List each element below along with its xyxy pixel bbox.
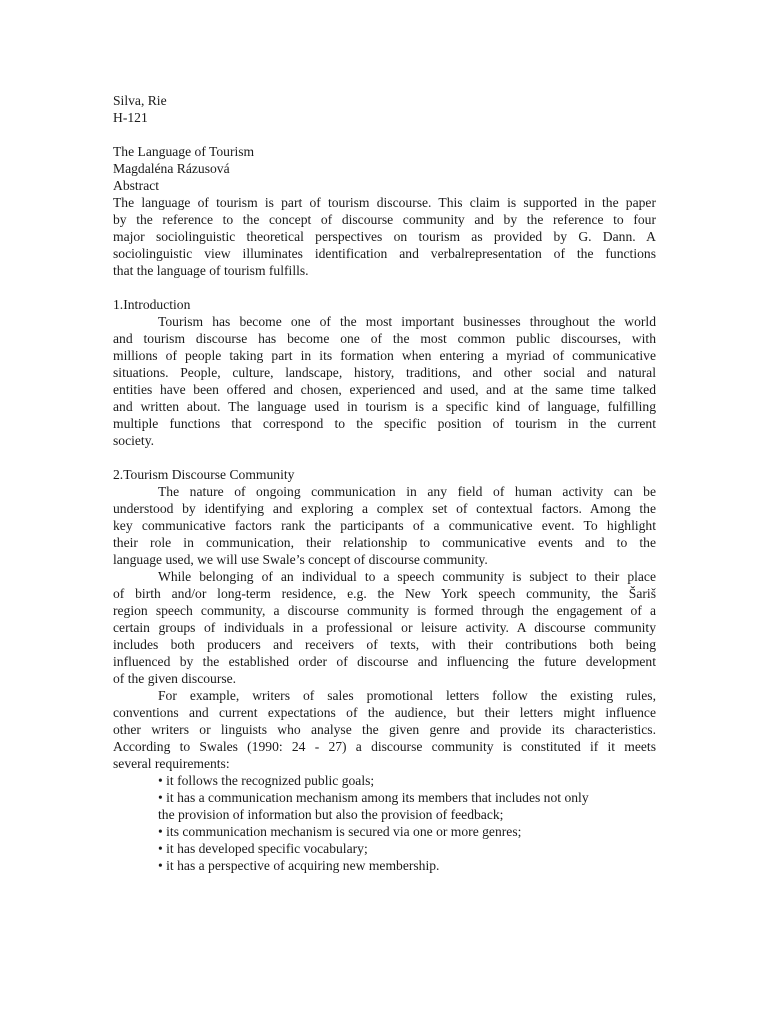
requirements-list — [113, 772, 656, 874]
list-item: • it follows the recognized public goals; — [158, 773, 375, 788]
list-item-continuation: the provision of information but also the provision of feedback; — [158, 807, 504, 822]
intro-line: situations. People, culture, landscape, history, traditions, and other social and natural — [113, 365, 656, 380]
spacer — [113, 449, 656, 466]
document-page — [113, 92, 656, 874]
abstract-heading: Abstract — [113, 178, 160, 193]
paragraph-line: region speech community, a discourse community is formed through the engagement of a — [113, 603, 656, 618]
section-heading-discourse-community: 2.Tourism Discourse Community — [113, 467, 295, 482]
spacer — [113, 279, 656, 296]
discourse-paragraph-2 — [113, 568, 656, 687]
paragraph-line: key communicative factors rank the participants of a communicative event. To highlight — [113, 518, 656, 533]
list-item: • it has a perspective of acquiring new membership. — [158, 858, 440, 873]
paragraph-line: of birth and/or long-term residence, e.g. the New York speech community, the Šariš — [113, 586, 656, 601]
spacer — [113, 126, 656, 143]
introduction-paragraph — [113, 313, 656, 449]
article-author: Magdaléna Rázusová — [113, 161, 230, 176]
paragraph-line: conventions and current expectations of the audience, but their letters might influence — [113, 705, 656, 720]
intro-line: and tourism discourse has become one of the most common public discourses, with — [113, 331, 656, 346]
paragraph-line: While belonging of an individual to a speech community is subject to their place — [158, 569, 656, 584]
paragraph-line: several requirements: — [113, 756, 230, 771]
paragraph-line: For example, writers of sales promotional letters follow the existing rules, — [158, 688, 656, 703]
paragraph-line: other writers or linguists who analyse the given genre and provide its characteristics. — [113, 722, 656, 737]
abstract-line: The language of tourism is part of tourism discourse. This claim is supported in the paper — [113, 195, 656, 210]
paragraph-line: The nature of ongoing communication in any field of human activity can be — [158, 484, 656, 499]
intro-line: society. — [113, 433, 155, 448]
abstract-line: major sociolinguistic theoretical perspectives on tourism as provided by G. Dann. A — [113, 229, 656, 244]
list-item: • it has developed specific vocabulary; — [158, 841, 368, 856]
abstract-line: sociolinguistic view illuminates identification and verbalrepresentation of the functions — [113, 246, 656, 261]
paragraph-line: of the given discourse. — [113, 671, 237, 686]
intro-line: multiple functions that correspond to the specific position of tourism in the current — [113, 416, 656, 431]
paragraph-line: language used, we will use Swale’s concept of discourse community. — [113, 552, 488, 567]
section-heading-introduction: 1.Introduction — [113, 297, 191, 312]
paragraph-line: certain groups of individuals in a professional or leisure activity. A discourse community — [113, 620, 656, 635]
header-author: Silva, Rie — [113, 93, 167, 108]
paragraph-line: includes both producers and receivers of texts, with their contributions both being — [113, 637, 656, 652]
abstract-line: that the language of tourism fulfills. — [113, 263, 309, 278]
intro-line: millions of people taking part in its formation when entering a myriad of communicative — [113, 348, 656, 363]
paragraph-line: influenced by the established order of discourse and influencing the future development — [113, 654, 656, 669]
paragraph-line: According to Swales (1990: 24 - 27) a discourse community is constituted if it meets — [113, 739, 656, 754]
list-item: • its communication mechanism is secured via one or more genres; — [158, 824, 522, 839]
discourse-paragraph-1 — [113, 483, 656, 568]
abstract-paragraph — [113, 194, 656, 279]
abstract-line: by the reference to the concept of discourse community and by the reference to four — [113, 212, 656, 227]
intro-line: and written about. The language used in tourism is a specific kind of language, fulfilling — [113, 399, 656, 414]
article-title: The Language of Tourism — [113, 144, 255, 159]
paragraph-line: their role in communication, their relationship to communicative events and to the — [113, 535, 656, 550]
discourse-paragraph-3 — [113, 687, 656, 772]
list-item: • it has a communication mechanism among its members that includes not only — [158, 790, 589, 805]
intro-line: entities have been offered and chosen, experienced and used, and at the same time talked — [113, 382, 656, 397]
paragraph-line: understood by identifying and exploring a complex set of contextual factors. Among the — [113, 501, 656, 516]
intro-line: Tourism has become one of the most important businesses throughout the world — [158, 314, 656, 329]
header-code: H-121 — [113, 110, 148, 125]
